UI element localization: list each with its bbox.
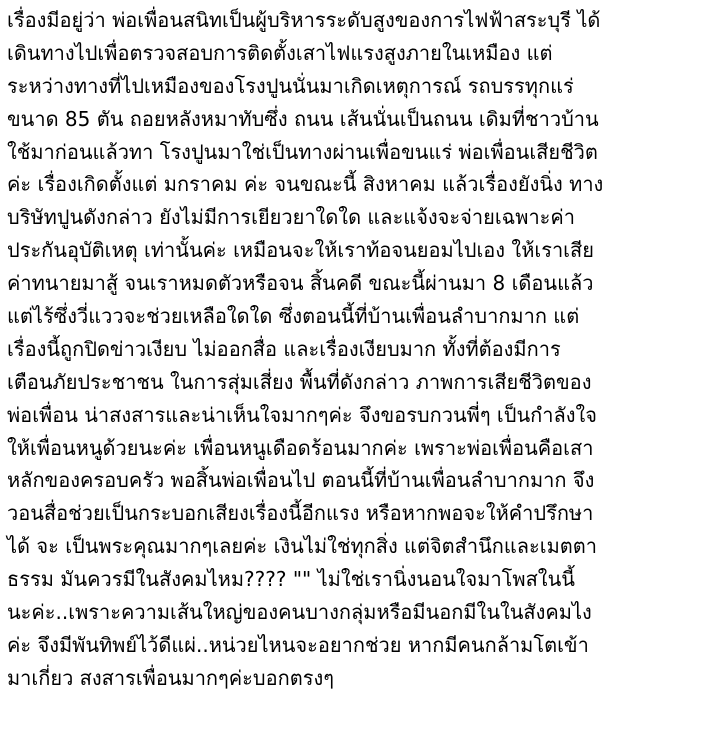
post-text-line: ค่ะ จึงมีพันทิพย์ไว้ดีแผ่..หน่วยไหนจะอยากช่วย หากมีคนกล้ามโตเข้า xyxy=(7,632,589,657)
post-text-line: ค่าทนายมาสู้ จนเราหมดตัวหรือจน สิ้นคดี ขณะนี้ผ่านมา 8 เดือนแล้ว xyxy=(7,271,594,296)
post-text-line: เรื่องนี้ถูกปิดข่าวเงียบ ไม่ออกสื่อ และเรื่องเงียบมาก ทั้งที่ต้องมีการ xyxy=(7,336,561,361)
post-text-line: พ่อเพื่อน น่าสงสารและน่าเห็นใจมากๆค่ะ จึงขอรบกวนพี่ๆ เป็นกำลังใจ xyxy=(7,402,597,427)
post-text-line: มาเกี่ยว สงสารเพื่อนมากๆค่ะบอกตรงๆ xyxy=(7,665,334,690)
post-text-line: เตือนภัยประชาชน ในการสุ่มเสี่ยง พื้นที่ดังกล่าว ภาพการเสียชีวิตของ xyxy=(7,369,592,394)
post-text-line: ขนาด 85 ตัน ถอยหลังหมาทับซึ่ง ถนน เส้นนั่นเป็นถนน เดิมที่ชาวบ้าน xyxy=(7,106,599,131)
post-text-line: วอนสื่อช่วยเป็นกระบอกเสียงเรื่องนี้อีกแรง หรือหากพอจะให้คำปรึกษา xyxy=(7,501,594,526)
post-body xyxy=(7,4,697,695)
post-text-line: หลักของครอบครัว พอสิ้นพ่อเพื่อนไป ตอนนี้ที่บ้านเพื่อนลำบากมาก จึง xyxy=(7,468,595,493)
post-text-line: เดินทางไปเพื่อตรวจสอบการติดตั้งเสาไฟแรงสูงภายในเหมือง แต่ xyxy=(7,40,553,65)
post-text-line: แต่ไร้ซึ่งวี่แววจะช่วยเหลือใดใด ซึ่งตอนนี้ที่บ้านเพื่อนลำบากมาก แต่ xyxy=(7,304,580,329)
post-text-line: ใช้มาก่อนแล้วทา โรงปูนมาใช่เป็นทางผ่านเพื่อขนแร่ พ่อเพื่อนเสียชีวิต xyxy=(7,139,598,164)
post-text-line: ค่ะ เรื่องเกิดตั้งแต่ มกราคม ค่ะ จนขณะนี้ สิงหาคม แล้วเรื่องยังนิ่ง ทาง xyxy=(7,172,604,197)
post-text-line: ระหว่างทางที่ไปเหมืองของโรงปูนนั่นมาเกิดเหตุการณ์ รถบรรทุกแร่ xyxy=(7,73,574,98)
post-text-line: ให้เพื่อนหนูด้วยนะค่ะ เพื่อนหนูเดือดร้อนมากค่ะ เพราะพ่อเพื่อนคือเสา xyxy=(7,435,594,460)
post-text-line: เรื่องมีอยู่ว่า พ่อเพื่อนสนิทเป็นผู้บริหารระดับสูงของการไฟฟ้าสระบุรี ได้ xyxy=(7,8,601,32)
post-text-line: ได้ จะ เป็นพระคุณมากๆเลยค่ะ เงินไม่ใช่ทุกสิ่ง แต่จิตสำนึกและเมตตา xyxy=(7,534,597,559)
post-text-line: บริษัทปูนดังกล่าว ยังไม่มีการเยียวยาใดใด และแจ้งจะจ่ายเฉพาะค่า xyxy=(7,205,576,230)
post-text-line: นะค่ะ..เพราะความเส้นใหญ่ของคนบางกลุ่มหรือมีนอกมีในในสังคมไง xyxy=(7,600,592,625)
post-text-line: ธรรม มันควรมีในสังคมไหม???? "" ไม่ใช่เรานิ่งนอนใจมาโพสในนี้ xyxy=(7,567,575,592)
post-text-line: ประกันอุบัติเหตุ เท่านั้นค่ะ เหมือนจะให้เราท้อจนยอมไปเอง ให้เราเสีย xyxy=(7,238,594,263)
